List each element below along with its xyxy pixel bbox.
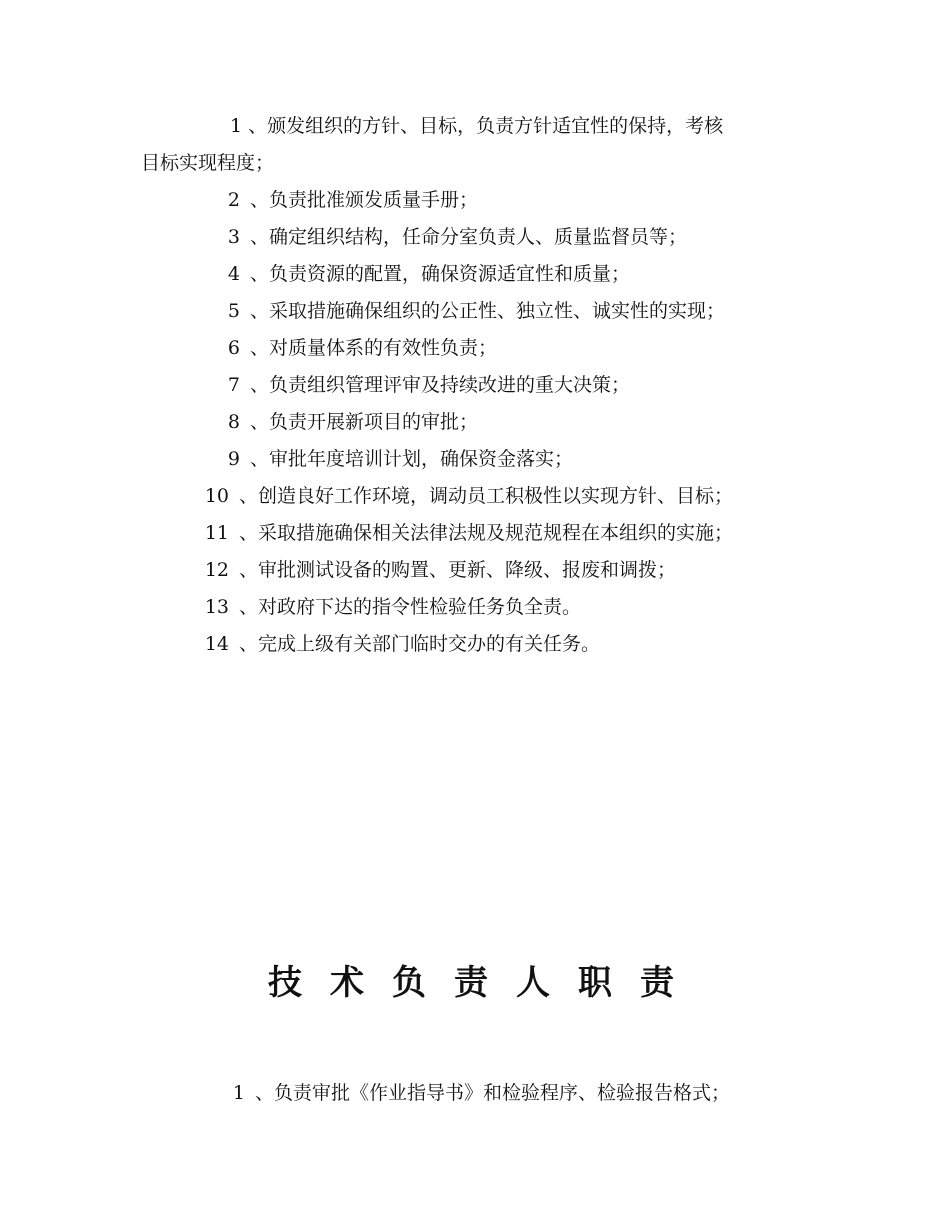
- list-item: [0, 478, 950, 515]
- item-text: 、采取措施确保相关法律法规及规范规程在本组织的实施；: [239, 522, 734, 544]
- list-item: [0, 219, 950, 256]
- list-item: [0, 626, 950, 663]
- item-number: 9: [227, 448, 240, 470]
- item-text: 、对政府下达的指令性检验任务负全责。: [239, 596, 582, 618]
- item-number: 6: [227, 337, 240, 359]
- item-1-line-1: 1 、颁发组织的方针、目标，负责方针适宜性的保持，考核: [230, 115, 724, 137]
- item-text: 、负责批准颁发质量手册；: [250, 189, 479, 211]
- item-number: 7: [227, 374, 240, 396]
- item-number: 14: [204, 633, 229, 655]
- item-text: 、确定组织结构，任命分室负责人、质量监督员等；: [250, 226, 688, 248]
- section-heading: 技术负责人职责: [268, 963, 702, 1003]
- list-item: [0, 1075, 950, 1112]
- item-number: 2: [227, 189, 240, 211]
- list-item: [0, 515, 950, 552]
- list-item: [0, 182, 950, 219]
- list-item: [0, 552, 950, 589]
- item-number: 8: [227, 411, 240, 433]
- item-1-line-2: 目标实现程度；: [141, 152, 275, 174]
- item-text: 、负责开展新项目的审批；: [250, 411, 479, 433]
- list-item: [0, 293, 950, 330]
- list-item: [0, 367, 950, 404]
- item-text: 、审批测试设备的购置、更新、降级、报废和调拨；: [239, 559, 677, 581]
- item-number: 10: [204, 485, 229, 507]
- item-number: 11: [204, 522, 229, 544]
- item-number: 3: [227, 226, 240, 248]
- responsibility-list-2: [0, 1075, 950, 1112]
- item-number: 5: [227, 300, 240, 322]
- item-number: 4: [227, 263, 240, 285]
- list-item: [0, 404, 950, 441]
- list-item: [0, 330, 950, 367]
- list-item: [0, 589, 950, 626]
- responsibility-list-1: [0, 108, 950, 663]
- item-number: 1: [232, 1082, 245, 1104]
- list-item: [0, 441, 950, 478]
- item-text: 、对质量体系的有效性负责；: [250, 337, 498, 359]
- item-text: 、采取措施确保组织的公正性、独立性、诚实性的实现；: [250, 300, 726, 322]
- item-text: 、负责资源的配置，确保资源适宜性和质量；: [250, 263, 631, 285]
- item-text: 、完成上级有关部门临时交办的有关任务。: [239, 633, 601, 655]
- item-text: 、负责审批《作业指导书》和检验程序、检验报告格式；: [255, 1082, 731, 1104]
- list-item: [0, 256, 950, 293]
- item-text: 、负责组织管理评审及持续改进的重大决策；: [250, 374, 631, 396]
- item-number: 13: [204, 596, 229, 618]
- item-text: 、审批年度培训计划，确保资金落实；: [250, 448, 574, 470]
- item-number: 12: [204, 559, 229, 581]
- list-item: [0, 108, 950, 182]
- item-text: 、创造良好工作环境，调动员工积极性以实现方针、目标；: [239, 485, 734, 507]
